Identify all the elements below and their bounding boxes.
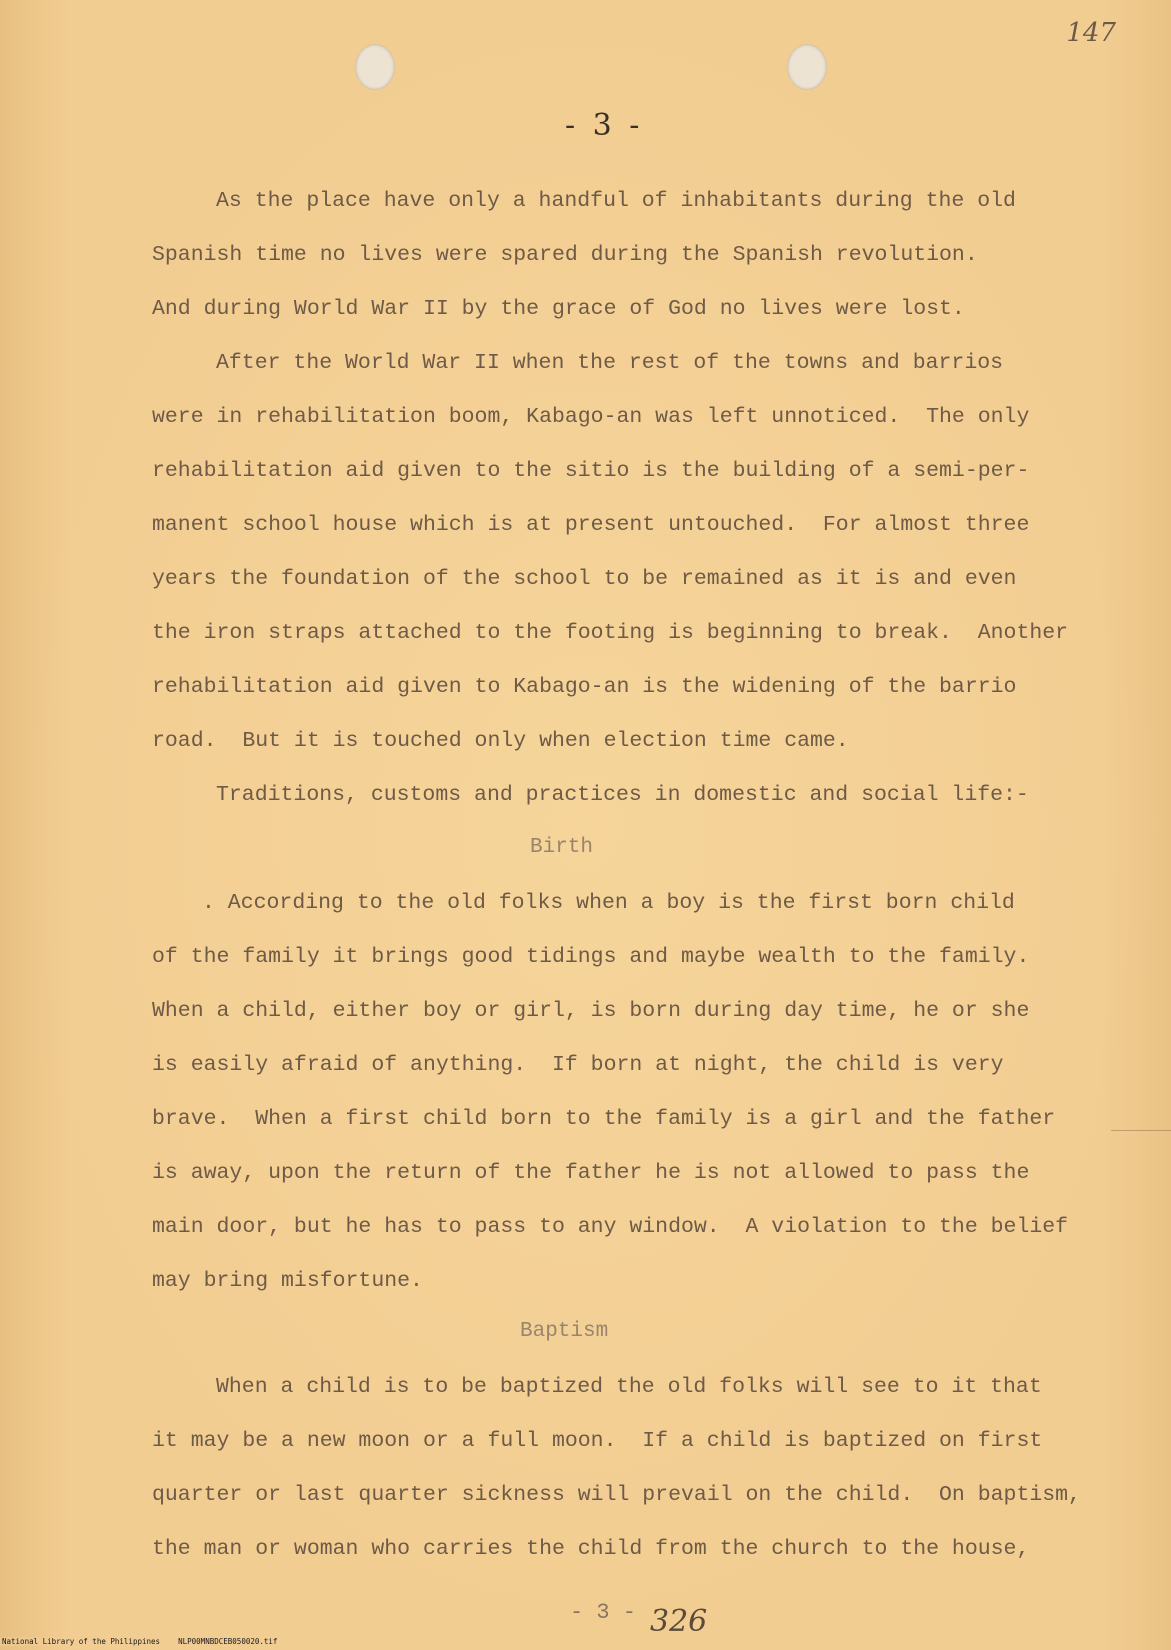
text-line: is away, upon the return of the father he is not allowed to pass the: [152, 1161, 1030, 1185]
text-line: is easily afraid of anything. If born at night, the child is very: [152, 1053, 1004, 1077]
handwritten-folio-number: 326: [650, 1604, 708, 1639]
text-line: When a child is to be baptized the old folks will see to it that: [216, 1375, 1042, 1399]
text-line: rehabilitation aid given to the sitio is the building of a semi-per-: [152, 459, 1030, 483]
text-line: rehabilitation aid given to Kabago-an is the widening of the barrio: [152, 675, 1017, 699]
scan-caption: National Library of the Philippines NLP00MNBDCEB050020.tif: [2, 1637, 278, 1646]
heading-baptism: Baptism: [520, 1320, 609, 1343]
text-line: Spanish time no lives were spared during the Spanish revolution.: [152, 243, 978, 267]
heading-birth: Birth: [530, 836, 594, 859]
text-line: the iron straps attached to the footing is beginning to break. Another: [152, 621, 1069, 645]
text-line: years the foundation of the school to be remained as it is and even: [152, 567, 1017, 591]
text-line: manent school house which is at present untouched. For almost three: [152, 513, 1030, 537]
text-line: quarter or last quarter sickness will prevail on the child. On baptism,: [152, 1483, 1081, 1507]
text-line: And during World War II by the grace of God no lives were lost.: [152, 297, 965, 321]
text-line: may bring misfortune.: [152, 1269, 423, 1293]
text-line: When a child, either boy or girl, is born during day time, he or she: [152, 999, 1030, 1023]
text-line: of the family it brings good tidings and maybe wealth to the family.: [152, 945, 1030, 969]
text-line: brave. When a first child born to the family is a girl and the father: [152, 1107, 1056, 1131]
text-line: it may be a new moon or a full moon. If a child is baptized on first: [152, 1429, 1043, 1453]
text-line: . According to the old folks when a boy is the first born child: [202, 891, 1015, 915]
text-line: the man or woman who carries the child from the church to the house,: [152, 1537, 1030, 1561]
punch-hole-right: [787, 44, 827, 90]
punch-hole-left: [355, 44, 395, 90]
text-line: were in rehabilitation boom, Kabago-an was left unnoticed. The only: [152, 405, 1030, 429]
text-line: As the place have only a handful of inhabitants during the old: [216, 189, 1016, 213]
page-number-top: - 3 -: [565, 108, 644, 143]
text-line: main door, but he has to pass to any window. A violation to the belief: [152, 1215, 1069, 1239]
corner-page-number: 147: [1066, 18, 1116, 48]
section-intro-line: Traditions, customs and practices in domestic and social life:-: [216, 783, 1029, 807]
margin-mark: [1111, 1130, 1171, 1131]
text-line: road. But it is touched only when election time came.: [152, 729, 849, 753]
text-line: After the World War II when the rest of the towns and barrios: [216, 351, 1004, 375]
page-number-bottom: - 3 -: [570, 1600, 637, 1625]
